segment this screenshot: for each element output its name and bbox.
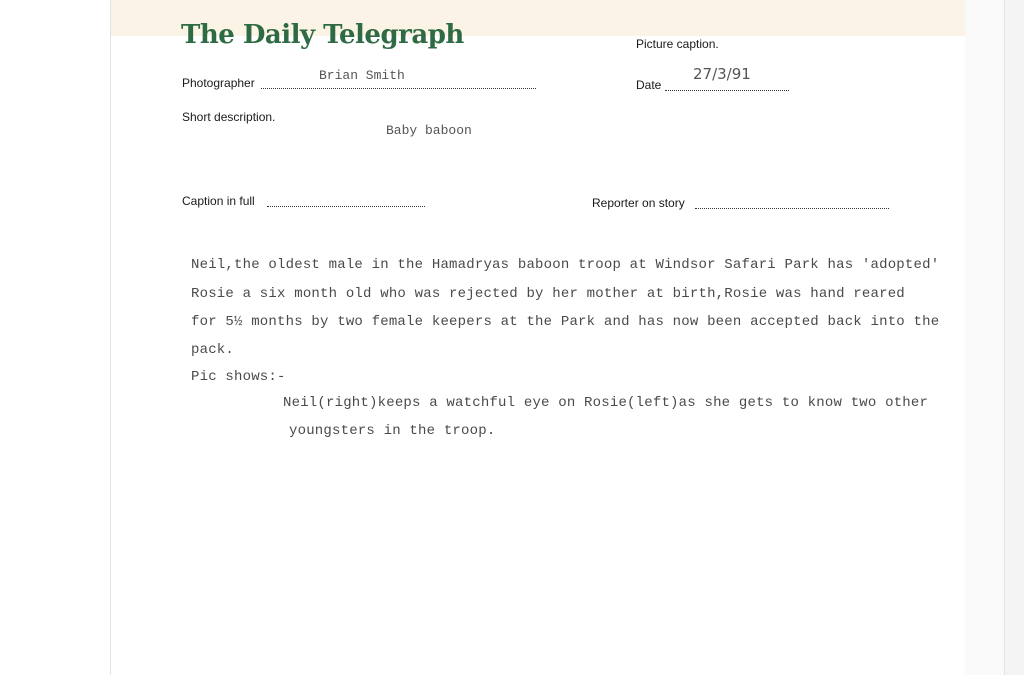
left-margin	[0, 0, 110, 675]
caption-sheet	[110, 0, 965, 675]
short-description-label: Short description.	[182, 110, 276, 124]
right-edge-paper-2	[1004, 0, 1024, 675]
caption-line: for 5½ months by two female keepers at the Park and has now been accepted back into the	[191, 314, 940, 330]
masthead: The Daily Telegraph	[181, 20, 464, 50]
picture-caption-label: Picture caption.	[636, 37, 719, 51]
reporter-label: Reporter on story	[592, 196, 685, 210]
caption-line: Neil,the oldest male in the Hamadryas baboon troop at Windsor Safari Park has 'adopted'	[191, 257, 940, 273]
pic-shows-label: Pic shows:-	[191, 369, 286, 385]
caption-line: Rosie a six month old who was rejected by her mother at birth,Rosie was hand reared	[191, 286, 905, 302]
reporter-dotted-line	[695, 208, 889, 209]
caption-dotted-line	[267, 206, 425, 207]
pic-caption-line: Neil(right)keeps a watchful eye on Rosie(left)as she gets to know two other	[283, 395, 929, 411]
pic-caption-line: youngsters in the troop.	[289, 423, 496, 439]
date-label: Date	[636, 78, 662, 92]
photographer-value: Brian Smith	[319, 68, 405, 83]
caption-line: pack.	[191, 342, 235, 358]
date-dotted-line	[665, 90, 789, 91]
caption-in-full-label: Caption in full	[182, 194, 255, 208]
date-value: 27/3/91	[693, 65, 751, 83]
photographer-dotted-line	[261, 88, 536, 89]
photographer-label: Photographer	[182, 76, 255, 90]
short-description-value: Baby baboon	[386, 123, 472, 138]
